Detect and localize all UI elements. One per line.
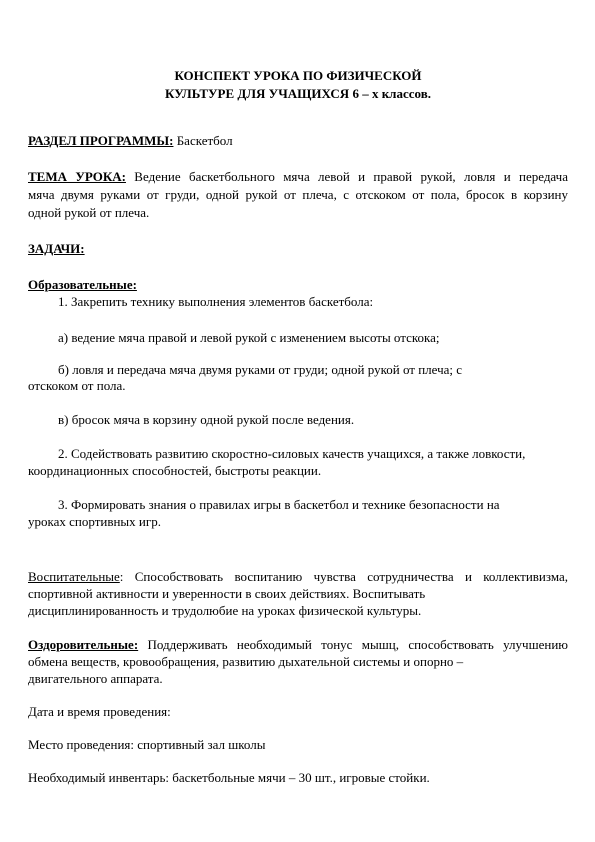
program-section — [28, 133, 568, 149]
educational-item-a: а) ведение мяча правой и левой рукой с изменением высоты отскока; — [58, 330, 440, 345]
educational-item-3-line-2: уроках спортивных игр. — [28, 514, 161, 529]
lesson-topic-line-2: мяча двумя руками от груди, одной рукой от плеча, с отскоком от пола, бросок в корзину — [28, 187, 568, 202]
lesson-topic-text: Ведение баскетбольного мяча левой и правой рукой, ловля и передача — [125, 169, 568, 184]
document-page — [28, 0, 568, 842]
educational-label: Образовательные: — [28, 277, 137, 292]
educational-item-b-line-1: б) ловля и передача мяча двумя руками от груди; одной рукой от плеча; с — [58, 362, 463, 377]
program-section-label: РАЗДЕЛ ПРОГРАММЫ: — [28, 133, 174, 148]
upbringing-line-3: дисциплинированность и трудолюбие на уроках физической культуры. — [28, 603, 422, 618]
educational-item-1: 1. Закрепить технику выполнения элементов баскетбола: — [58, 294, 374, 309]
document-title-line-1: КОНСПЕКТ УРОКА ПО ФИЗИЧЕСКОЙ — [174, 68, 422, 83]
place-line: Место проведения: спортивный зал школы — [28, 737, 266, 752]
educational-item-c: в) бросок мяча в корзину одной рукой после ведения. — [58, 412, 355, 427]
upbringing-line-2: спортивной активности и уверенности в своих действиях. Воспитывать — [28, 586, 426, 601]
equipment-line: Необходимый инвентарь: баскетбольные мячи – 30 шт., игровые стойки. — [28, 770, 430, 785]
lesson-topic-label: ТЕМА УРОКА: — [28, 169, 126, 184]
lesson-topic-line-1 — [28, 169, 568, 185]
educational-item-2-line-2: координационных способностей, быстроты реакции. — [28, 463, 322, 478]
educational-item-2-line-1: 2. Содействовать развитию скоростно-силовых качеств учащихся, а также ловкости, — [58, 446, 526, 461]
date-time-line: Дата и время проведения: — [28, 704, 171, 719]
health-line-1 — [28, 637, 568, 653]
tasks-heading: ЗАДАЧИ: — [28, 241, 85, 256]
program-section-value: Баскетбол — [173, 133, 233, 148]
health-text: Поддерживать необходимый тонус мышц, способствовать улучшению — [138, 637, 568, 652]
educational-item-3-line-1: 3. Формировать знания о правилах игры в баскетбол и технике безопасности на — [58, 497, 500, 512]
upbringing-line-1 — [28, 569, 568, 585]
lesson-topic-line-3: одной рукой от плеча. — [28, 205, 150, 220]
educational-item-b-line-2: отскоком от пола. — [28, 378, 126, 393]
upbringing-text: : Способствовать воспитанию чувства сотрудничества и коллективизма, — [119, 569, 568, 584]
upbringing-label: Воспитательные — [28, 569, 120, 584]
document-title-line-2: КУЛЬТУРЕ ДЛЯ УЧАЩИХСЯ 6 – х классов. — [165, 86, 431, 101]
health-line-3: двигательного аппарата. — [28, 671, 163, 686]
health-line-2: обмена веществ, кровообращения, развитию дыхательной системы и опорно – — [28, 654, 464, 669]
health-label: Оздоровительные: — [28, 637, 139, 652]
